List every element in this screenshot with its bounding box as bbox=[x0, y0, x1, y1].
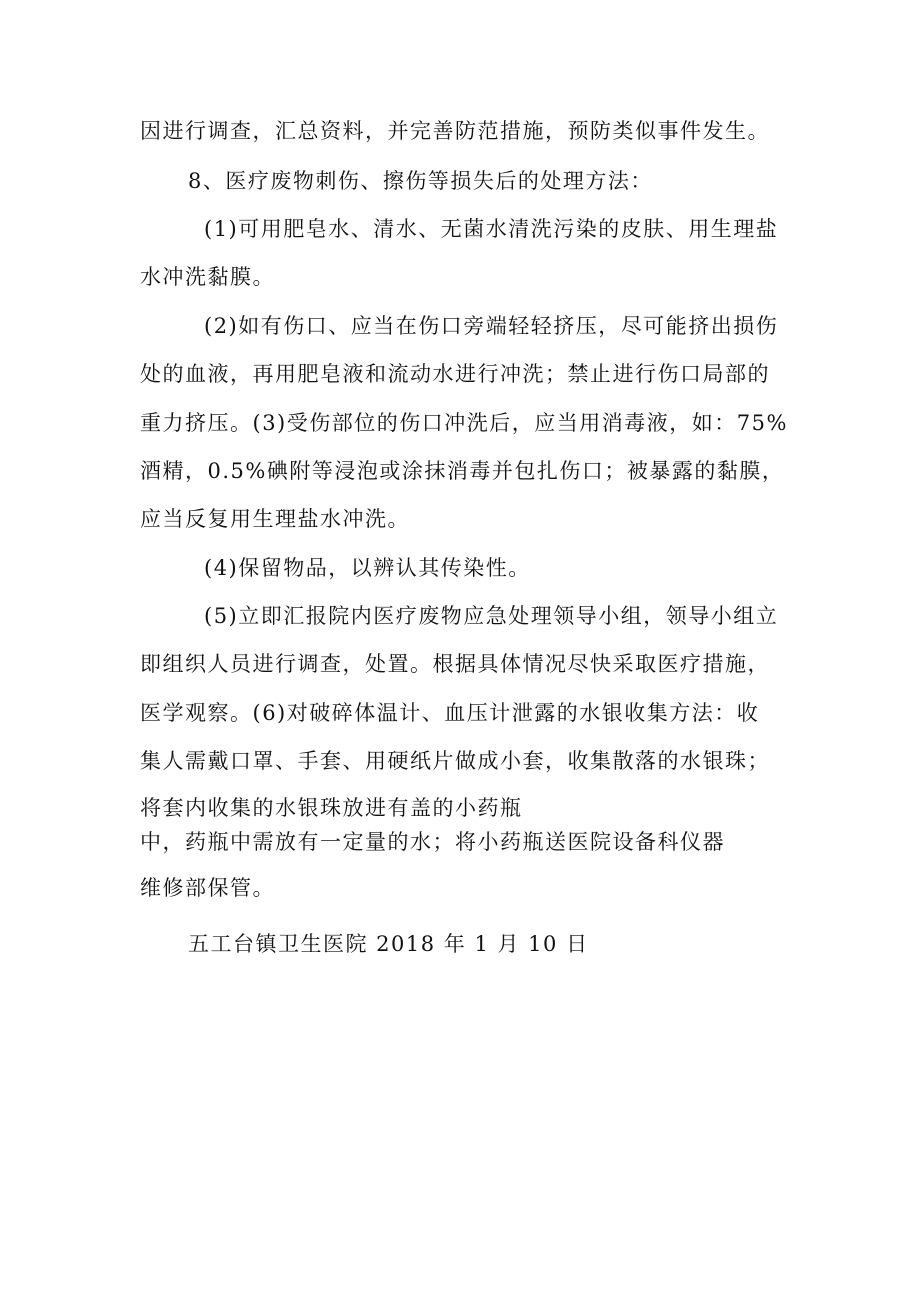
paragraph-line: 医学观察。(6)对破碎体温计、血压计泄露的水银收集方法：收 bbox=[140, 701, 760, 725]
section-heading: 8、医疗废物刺伤、擦伤等损失后的处理方法： bbox=[188, 169, 653, 193]
paragraph-line: 维修部保管。 bbox=[140, 876, 275, 900]
paragraph-line: 处的血液，再用肥皂液和流动水进行冲洗；禁止进行伤口局部的 bbox=[140, 362, 770, 386]
paragraph-line: 酒精，0.5%碘附等浸泡或涂抹消毒并包扎伤口；被暴露的黏膜， bbox=[140, 459, 785, 483]
paragraph-line: (4)保留物品，以辨认其传染性。 bbox=[204, 556, 531, 580]
paragraph-line: (2)如有伤口、应当在伤口旁端轻轻挤压，尽可能挤出损伤 bbox=[204, 314, 779, 338]
paragraph-line: 因进行调查，汇总资料，并完善防范措施，预防类似事件发生。 bbox=[140, 119, 770, 143]
paragraph-line: (5)立即汇报院内医疗废物应急处理领导小组，领导小组立 bbox=[204, 604, 779, 628]
paragraph-line: 水冲洗黏膜。 bbox=[140, 265, 275, 289]
signature-date-line: 五工台镇卫生医院 2018 年 1 月 10 日 bbox=[188, 932, 589, 956]
paragraph-line: 集人需戴口罩、手套、用硬纸片做成小套，收集散落的水银珠； bbox=[140, 749, 770, 773]
paragraph-line: 即组织人员进行调查，处置。根据具体情况尽快采取医疗措施， bbox=[140, 652, 770, 676]
paragraph-line: 应当反复用生理盐水冲洗。 bbox=[140, 507, 410, 531]
paragraph-line: 将套内收集的水银珠放进有盖的小药瓶 bbox=[140, 796, 523, 820]
paragraph-line: 中，药瓶中需放有一定量的水；将小药瓶送医院设备科仪器 bbox=[140, 830, 725, 854]
paragraph-line: (1)可用肥皂水、清水、无菌水清洗污染的皮肤、用生理盐 bbox=[204, 217, 779, 241]
paragraph-line: 重力挤压。(3)受伤部位的伤口冲洗后，应当用消毒液，如：75% bbox=[140, 411, 788, 435]
